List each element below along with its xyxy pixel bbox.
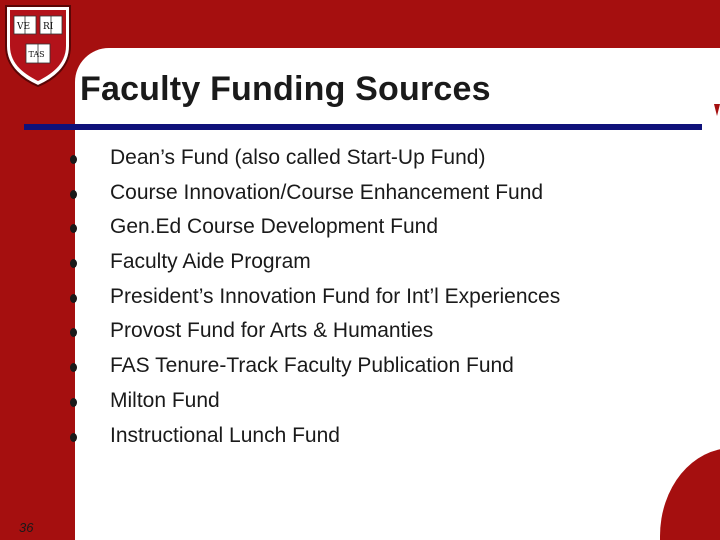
list-item-text: Milton Fund bbox=[110, 388, 220, 412]
edge-marker bbox=[714, 104, 720, 116]
list-item-text: President’s Innovation Fund for Int’l Experiences bbox=[110, 284, 561, 308]
list-item-text: Course Innovation/Course Enhancement Fund bbox=[110, 180, 544, 204]
list-item bbox=[70, 212, 560, 247]
bullet-icon bbox=[70, 259, 77, 268]
book-icon-left bbox=[14, 16, 36, 34]
logo-text-tas: TAS bbox=[28, 50, 45, 59]
slide-number: 36 bbox=[19, 520, 34, 535]
list-item bbox=[70, 386, 560, 421]
harvard-shield-logo bbox=[2, 2, 74, 88]
bullet-icon bbox=[70, 294, 77, 303]
list-item bbox=[70, 421, 560, 456]
list-item-text: Instructional Lunch Fund bbox=[110, 423, 340, 447]
bullet-icon bbox=[70, 328, 77, 337]
list-item-text: FAS Tenure-Track Faculty Publication Fund bbox=[110, 354, 514, 378]
funding-sources-list bbox=[70, 143, 560, 455]
list-item bbox=[70, 178, 560, 213]
bullet-icon bbox=[70, 155, 77, 164]
list-item bbox=[70, 316, 560, 351]
list-item bbox=[70, 247, 560, 282]
shield-icon bbox=[2, 2, 74, 88]
bullet-icon bbox=[70, 224, 77, 233]
bullet-icon bbox=[70, 433, 77, 442]
list-item bbox=[70, 143, 560, 178]
logo-text-ri: RI bbox=[43, 22, 54, 32]
bullet-icon bbox=[70, 190, 77, 199]
list-item-text: Faculty Aide Program bbox=[110, 250, 311, 274]
bullet-icon bbox=[70, 363, 77, 372]
footer-panel bbox=[75, 520, 720, 540]
list-item-text: Gen.Ed Course Development Fund bbox=[110, 215, 439, 239]
slide-title: Faculty Funding Sources bbox=[80, 70, 491, 108]
corner-decoration bbox=[660, 448, 720, 540]
list-item-text: Provost Fund for Arts & Humanties bbox=[110, 319, 434, 343]
list-item-text: Dean’s Fund (also called Start-Up Fund) bbox=[110, 146, 486, 169]
list-item bbox=[70, 282, 560, 317]
logo-text-ve: VE bbox=[17, 22, 31, 32]
title-underline bbox=[24, 124, 702, 130]
list-item bbox=[70, 351, 560, 386]
bullet-icon bbox=[70, 398, 77, 407]
book-icon-right bbox=[40, 16, 62, 34]
book-icon-bottom bbox=[26, 44, 50, 63]
